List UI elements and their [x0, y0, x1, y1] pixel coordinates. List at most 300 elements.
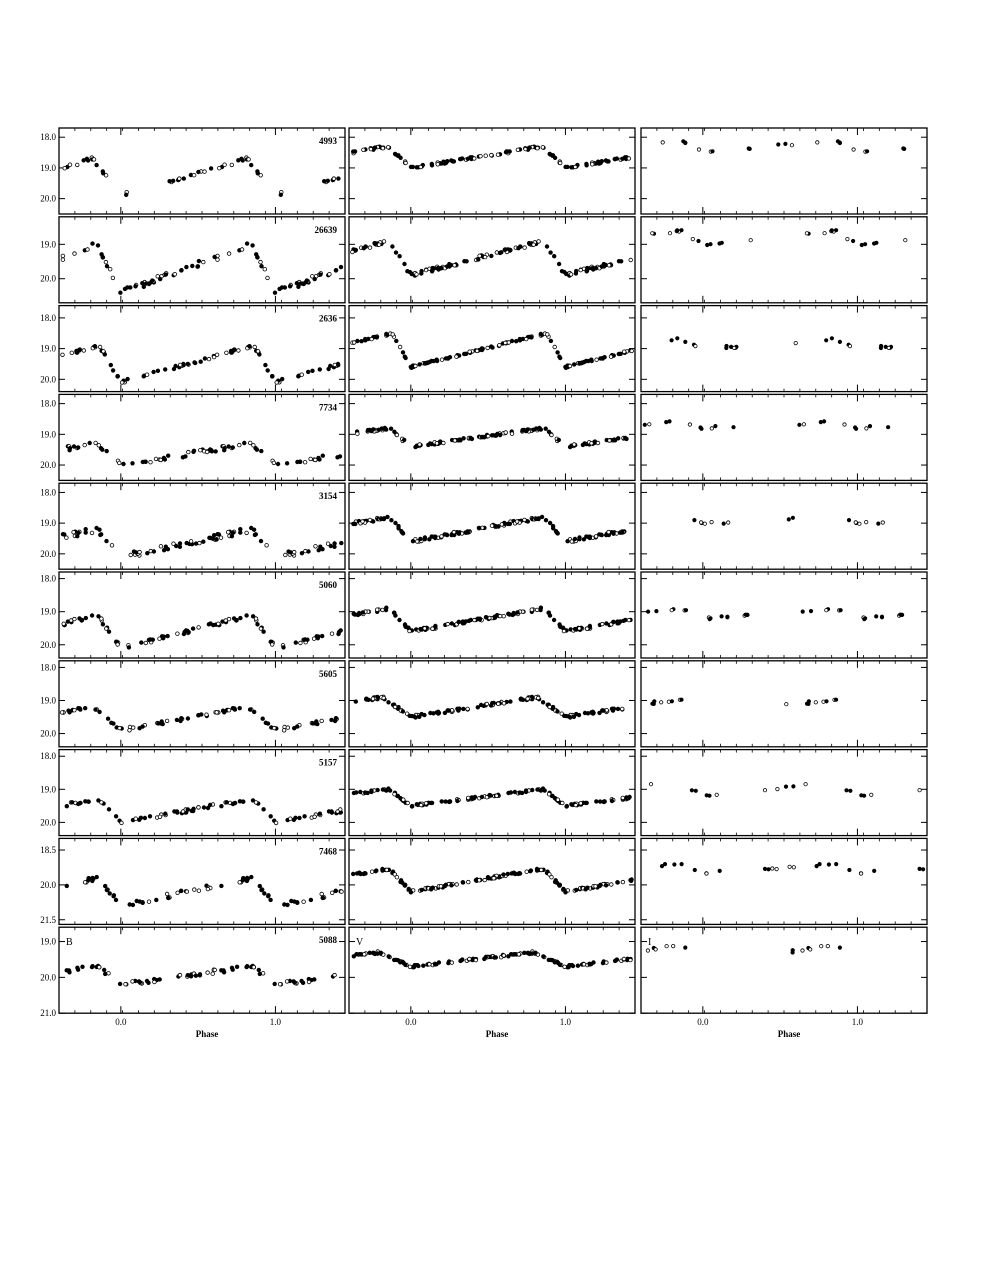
data-point-7468-V: [483, 878, 487, 882]
y-tick-label-4993: 19.0: [40, 162, 56, 173]
data-point-26639-V: [406, 269, 410, 273]
data-point-7734-B: [144, 460, 148, 464]
panel-frame-5157-B: [59, 750, 345, 836]
data-point-26639-B: [111, 276, 115, 280]
data-point-7734-B: [159, 458, 163, 462]
data-point-5060-B: [147, 638, 151, 642]
data-point-26639-B: [273, 291, 277, 295]
data-point-7734-I: [668, 420, 671, 423]
data-point-4993-B: [322, 179, 326, 183]
data-point-5157-V: [570, 803, 574, 807]
data-point-3154-B: [174, 544, 178, 548]
data-point-7734-B: [231, 446, 235, 450]
data-point-7468-V: [450, 884, 454, 888]
data-point-2636-B: [264, 363, 268, 367]
data-point-4993-V: [591, 163, 595, 167]
data-point-5157-I: [804, 783, 807, 786]
data-point-2636-I: [670, 339, 673, 342]
y-tick-label-5157: 18.0: [40, 751, 56, 762]
data-point-5060-V: [507, 612, 511, 616]
data-point-4993-B: [209, 167, 213, 171]
data-point-7734-V: [389, 427, 393, 431]
data-point-7468-I: [693, 868, 696, 871]
data-point-5088-B: [81, 965, 85, 969]
data-point-2636-B: [163, 368, 167, 372]
data-point-7734-V: [453, 439, 457, 443]
data-point-5157-B: [77, 802, 81, 806]
data-point-26639-B: [288, 285, 292, 289]
data-point-7734-I: [865, 427, 868, 430]
data-point-5060-I: [801, 610, 804, 613]
data-point-3154-B: [245, 531, 249, 535]
data-point-5605-I: [814, 701, 817, 704]
data-point-5605-B: [205, 713, 209, 717]
data-point-5060-V: [502, 614, 506, 618]
data-point-7468-V: [502, 873, 506, 877]
data-point-2636-B: [156, 369, 160, 373]
band-label-I: I: [648, 937, 652, 949]
data-point-5088-V: [629, 958, 633, 962]
data-point-5605-B: [233, 707, 237, 711]
data-point-3154-B: [212, 533, 216, 537]
data-point-4993-B: [178, 177, 182, 181]
data-point-5605-V: [376, 695, 380, 699]
panel-frame-5605-I: [641, 661, 927, 747]
panel-frame-5605-B: [59, 661, 345, 747]
data-point-26639-B: [263, 267, 267, 271]
data-point-3154-B: [321, 547, 325, 551]
data-point-7468-I: [673, 863, 676, 866]
data-point-2636-B: [229, 349, 233, 353]
data-point-26639-B: [255, 255, 259, 259]
data-point-26639-V: [629, 258, 633, 262]
data-point-5088-B: [124, 982, 128, 986]
data-point-5060-V: [535, 608, 539, 612]
data-point-7734-V: [590, 442, 594, 446]
data-point-7734-V: [572, 443, 576, 447]
data-point-3154-B: [159, 545, 163, 549]
data-point-5088-V: [408, 965, 412, 969]
data-point-2636-V: [572, 363, 576, 367]
data-point-4993-V: [404, 161, 408, 165]
data-point-4993-B: [332, 177, 336, 181]
data-point-3154-B: [340, 541, 344, 545]
data-point-7468-I: [873, 869, 876, 872]
data-point-3154-I: [722, 522, 725, 525]
data-point-7468-B: [250, 875, 254, 879]
data-point-4993-B: [230, 163, 234, 167]
data-point-4993-V: [536, 146, 540, 150]
data-point-2636-V: [414, 364, 418, 368]
data-point-7468-I: [818, 862, 821, 865]
data-point-4993-V: [373, 146, 377, 150]
data-point-2636-B: [186, 362, 190, 366]
data-point-5088-V: [563, 965, 567, 969]
data-point-26639-B: [151, 279, 155, 283]
data-point-3154-I: [847, 518, 850, 521]
data-point-5088-V: [352, 955, 356, 959]
data-point-2636-V: [539, 332, 543, 336]
data-point-5605-V: [541, 701, 545, 705]
data-point-5605-B: [160, 720, 164, 724]
data-point-5605-B: [222, 711, 226, 715]
data-point-2636-V: [518, 337, 522, 341]
data-point-7734-I: [843, 423, 846, 426]
data-point-5088-B: [198, 974, 202, 978]
data-point-26639-B: [339, 265, 343, 269]
data-point-7734-I: [643, 423, 646, 426]
data-point-5088-B: [158, 978, 162, 982]
data-point-2636-B: [253, 345, 257, 349]
data-point-5060-V: [398, 618, 402, 622]
data-point-2636-I: [694, 344, 697, 347]
data-point-5060-B: [105, 627, 109, 631]
data-point-7468-V: [385, 868, 389, 872]
data-point-4993-V: [484, 154, 488, 158]
data-point-5088-B: [76, 968, 80, 972]
data-point-5088-I: [654, 948, 657, 951]
data-point-26639-B: [259, 260, 263, 264]
data-point-7468-B: [103, 884, 107, 888]
data-point-5157-V: [366, 791, 370, 795]
data-point-26639-I: [872, 242, 875, 245]
data-point-5605-V: [466, 707, 470, 711]
data-point-5088-V: [437, 961, 441, 965]
data-point-7468-V: [399, 880, 403, 884]
data-point-7468-B: [193, 888, 197, 892]
panel-frame-5157-I: [641, 750, 927, 836]
data-point-2636-V: [504, 341, 508, 345]
data-point-7734-V: [366, 428, 370, 432]
data-point-7468-V: [374, 869, 378, 873]
data-point-2636-B: [178, 363, 182, 367]
data-point-7734-B: [223, 446, 227, 450]
data-point-2636-V: [391, 333, 395, 337]
data-point-4993-I: [711, 150, 714, 153]
panel-frame-7734-B: [59, 394, 345, 480]
data-point-7734-I: [819, 420, 822, 423]
data-point-2636-B: [271, 374, 275, 378]
data-point-5157-B: [220, 804, 224, 808]
data-point-7734-B: [187, 450, 191, 454]
data-point-4993-I: [661, 141, 664, 144]
data-point-5605-B: [83, 706, 87, 710]
data-point-5088-V: [507, 955, 511, 959]
x-tick-label: 0.0: [405, 1017, 417, 1028]
data-point-2636-B: [142, 375, 146, 379]
data-point-5060-V: [547, 611, 551, 615]
data-point-7468-V: [403, 883, 407, 887]
data-point-26639-V: [552, 254, 556, 258]
data-point-5605-B: [238, 706, 242, 710]
data-point-7734-V: [442, 441, 446, 445]
data-point-5605-B: [110, 721, 114, 725]
data-point-3154-B: [230, 534, 234, 538]
data-point-5060-V: [352, 612, 356, 616]
data-point-26639-I: [823, 232, 826, 235]
data-point-26639-V: [391, 245, 395, 249]
data-point-7734-B: [314, 458, 318, 462]
panel-frame-5060-I: [641, 572, 927, 658]
data-point-7734-V: [536, 427, 540, 431]
data-point-5088-B: [222, 969, 226, 973]
data-point-2636-B: [174, 364, 178, 368]
data-point-7468-B: [260, 888, 264, 892]
data-point-5060-V: [469, 618, 473, 622]
y-tick-label-7734: 19.0: [40, 429, 56, 440]
data-point-7468-B: [108, 892, 112, 896]
data-point-3154-B: [65, 536, 69, 540]
data-point-4993-B: [168, 179, 172, 183]
data-point-3154-V: [600, 533, 604, 537]
data-point-3154-V: [411, 539, 415, 543]
data-point-7734-B: [214, 450, 218, 454]
data-point-5060-B: [245, 614, 249, 618]
data-point-5088-I: [684, 946, 687, 949]
data-point-26639-B: [141, 281, 145, 285]
data-point-5157-V: [574, 803, 578, 807]
data-point-2636-B: [102, 350, 106, 354]
data-point-3154-V: [497, 525, 501, 529]
data-point-7468-B: [197, 889, 201, 893]
data-point-5605-I: [805, 702, 808, 705]
data-point-26639-I: [668, 232, 671, 235]
data-point-26639-V: [591, 266, 595, 270]
data-point-5088-B: [273, 982, 277, 986]
data-point-5088-V: [394, 958, 398, 962]
data-point-26639-V: [579, 268, 583, 272]
data-point-5605-V: [387, 701, 391, 705]
data-point-26639-V: [483, 255, 487, 259]
data-point-2636-I: [879, 344, 882, 347]
data-point-7468-I: [827, 863, 830, 866]
data-point-3154-V: [573, 537, 577, 541]
data-point-4993-I: [852, 148, 855, 151]
data-point-5088-B: [301, 981, 305, 985]
data-point-7734-V: [486, 434, 490, 438]
data-point-26639-I: [863, 243, 866, 246]
data-point-3154-B: [99, 533, 103, 537]
data-point-5088-V: [460, 959, 464, 963]
data-point-3154-V: [466, 531, 470, 535]
data-point-7468-B: [147, 900, 151, 904]
data-point-5605-I: [834, 698, 837, 701]
data-point-2636-I: [887, 346, 890, 349]
data-point-5088-B: [252, 965, 256, 969]
data-point-5157-I: [849, 789, 852, 792]
data-point-26639-B: [202, 260, 206, 264]
data-point-7734-V: [544, 427, 548, 431]
data-point-2636-V: [468, 350, 472, 354]
data-point-7734-B: [248, 441, 252, 445]
data-point-3154-B: [152, 550, 156, 554]
data-point-7468-I: [775, 867, 778, 870]
data-point-26639-B: [319, 273, 323, 277]
data-point-5088-V: [582, 963, 586, 967]
panel-frame-5088-B: [59, 927, 345, 1013]
data-point-5605-V: [611, 709, 615, 713]
data-point-5157-V: [495, 794, 499, 798]
data-point-7468-B: [114, 898, 118, 902]
data-point-5060-V: [559, 625, 563, 629]
panel-frame-7468-I: [641, 838, 927, 924]
data-point-4993-B: [171, 179, 175, 183]
data-point-2636-V: [558, 356, 562, 360]
data-point-26639-B: [295, 281, 299, 285]
data-point-7468-V: [455, 883, 459, 887]
data-point-5605-V: [462, 707, 466, 711]
data-point-7468-B: [302, 900, 306, 904]
data-point-4993-V: [607, 160, 611, 164]
data-point-3154-B: [72, 530, 76, 534]
data-point-26639-B: [105, 264, 109, 268]
band-label-V: V: [356, 937, 364, 949]
data-point-5060-V: [385, 606, 389, 610]
data-point-5088-V: [428, 963, 432, 967]
data-point-26639-V: [394, 251, 398, 255]
data-point-5088-V: [401, 960, 405, 964]
data-point-5060-V: [552, 618, 556, 622]
data-point-5605-V: [371, 697, 375, 701]
star-id-label: 5088: [319, 935, 337, 946]
data-point-5088-B: [103, 972, 107, 976]
data-point-4993-B: [192, 173, 196, 177]
data-point-7468-B: [245, 876, 249, 880]
data-point-5157-V: [480, 795, 484, 799]
data-point-7734-B: [192, 450, 196, 454]
data-point-5605-V: [536, 696, 540, 700]
data-point-26639-V: [549, 251, 553, 255]
data-point-5088-I: [801, 949, 804, 952]
data-point-5157-B: [97, 799, 101, 803]
data-point-5157-V: [396, 794, 400, 798]
data-point-7468-B: [112, 894, 116, 898]
data-point-3154-V: [551, 527, 555, 531]
data-point-5060-B: [282, 646, 286, 650]
data-point-5157-I: [649, 783, 652, 786]
data-point-5157-V: [551, 794, 555, 798]
data-point-7734-V: [462, 437, 466, 441]
data-point-4993-V: [460, 157, 464, 161]
data-point-5060-B: [270, 643, 274, 647]
data-point-5060-V: [601, 622, 605, 626]
data-point-5060-V: [356, 613, 360, 617]
data-point-5605-V: [562, 714, 566, 718]
data-point-26639-B: [196, 265, 200, 269]
data-point-7734-V: [557, 438, 561, 442]
y-tick-label-5088: 21.0: [40, 1008, 56, 1019]
data-point-4993-I: [865, 150, 868, 153]
data-point-5605-V: [502, 702, 506, 706]
data-point-3154-V: [423, 536, 427, 540]
data-point-2636-I: [825, 339, 828, 342]
data-point-26639-I: [834, 229, 837, 232]
data-point-7468-V: [409, 891, 413, 895]
data-point-3154-B: [265, 544, 269, 548]
data-point-7468-I: [705, 872, 708, 875]
data-point-5088-V: [614, 959, 618, 963]
data-point-4993-B: [86, 159, 90, 163]
data-point-7734-B: [76, 446, 80, 450]
data-point-5157-V: [402, 798, 406, 802]
data-point-26639-V: [403, 262, 407, 266]
panel-frame-4993-V: [349, 128, 635, 214]
data-point-5605-V: [586, 712, 590, 716]
data-point-5060-V: [361, 611, 365, 615]
data-point-3154-V: [390, 518, 394, 522]
data-point-5060-B: [140, 641, 144, 645]
data-point-26639-V: [523, 246, 527, 250]
data-point-5157-I: [705, 794, 708, 797]
data-point-4993-B: [124, 193, 128, 197]
data-point-5088-B: [147, 981, 151, 985]
data-point-2636-B: [93, 344, 97, 348]
data-point-26639-V: [517, 246, 521, 250]
data-point-5088-B: [206, 971, 210, 975]
data-point-26639-I: [805, 232, 808, 235]
data-point-5088-B: [285, 980, 289, 984]
data-point-5060-V: [624, 618, 628, 622]
y-tick-label-2636: 20.0: [40, 374, 56, 385]
data-point-5088-B: [213, 968, 217, 972]
data-point-4993-I: [684, 141, 687, 144]
data-point-7468-B: [309, 898, 313, 902]
data-point-7468-V: [610, 883, 614, 887]
data-point-5060-B: [224, 619, 228, 623]
data-point-5157-B: [186, 808, 190, 812]
data-point-4993-B: [101, 170, 105, 174]
data-point-5060-B: [235, 619, 239, 623]
data-point-5060-V: [573, 627, 577, 631]
panel-frame-5157-V: [349, 750, 635, 836]
data-point-5157-I: [860, 794, 863, 797]
data-point-7468-B: [167, 896, 171, 900]
data-point-5157-V: [471, 797, 475, 801]
data-point-2636-V: [524, 337, 528, 341]
y-tick-label-3154: 20.0: [40, 548, 56, 559]
data-point-7468-V: [598, 884, 602, 888]
data-point-5157-I: [776, 787, 779, 790]
data-point-5088-V: [526, 951, 530, 955]
data-point-5088-I: [791, 949, 794, 952]
data-point-2636-V: [622, 350, 626, 354]
data-point-7468-V: [584, 888, 588, 892]
data-point-7734-V: [469, 436, 473, 440]
data-point-2636-V: [448, 355, 452, 359]
data-point-2636-B: [193, 361, 197, 365]
data-point-2636-B: [82, 349, 86, 353]
data-point-3154-I: [865, 520, 868, 523]
data-point-3154-V: [526, 520, 530, 524]
data-point-5088-B: [138, 980, 142, 984]
data-point-26639-V: [382, 240, 386, 244]
data-point-26639-V: [362, 246, 366, 250]
data-point-3154-V: [400, 531, 404, 535]
data-point-5060-B: [186, 629, 190, 633]
data-point-5060-V: [457, 620, 461, 624]
data-point-5605-V: [592, 711, 596, 715]
data-point-26639-V: [465, 260, 469, 264]
data-point-4993-B: [241, 159, 245, 163]
data-point-5060-V: [408, 629, 412, 633]
data-point-26639-B: [280, 286, 284, 290]
data-point-3154-B: [219, 536, 223, 540]
data-point-5605-B: [94, 708, 98, 712]
data-point-26639-V: [478, 254, 482, 258]
data-point-4993-I: [784, 142, 787, 145]
data-point-5088-B: [333, 973, 337, 977]
data-point-7468-I: [680, 862, 683, 865]
